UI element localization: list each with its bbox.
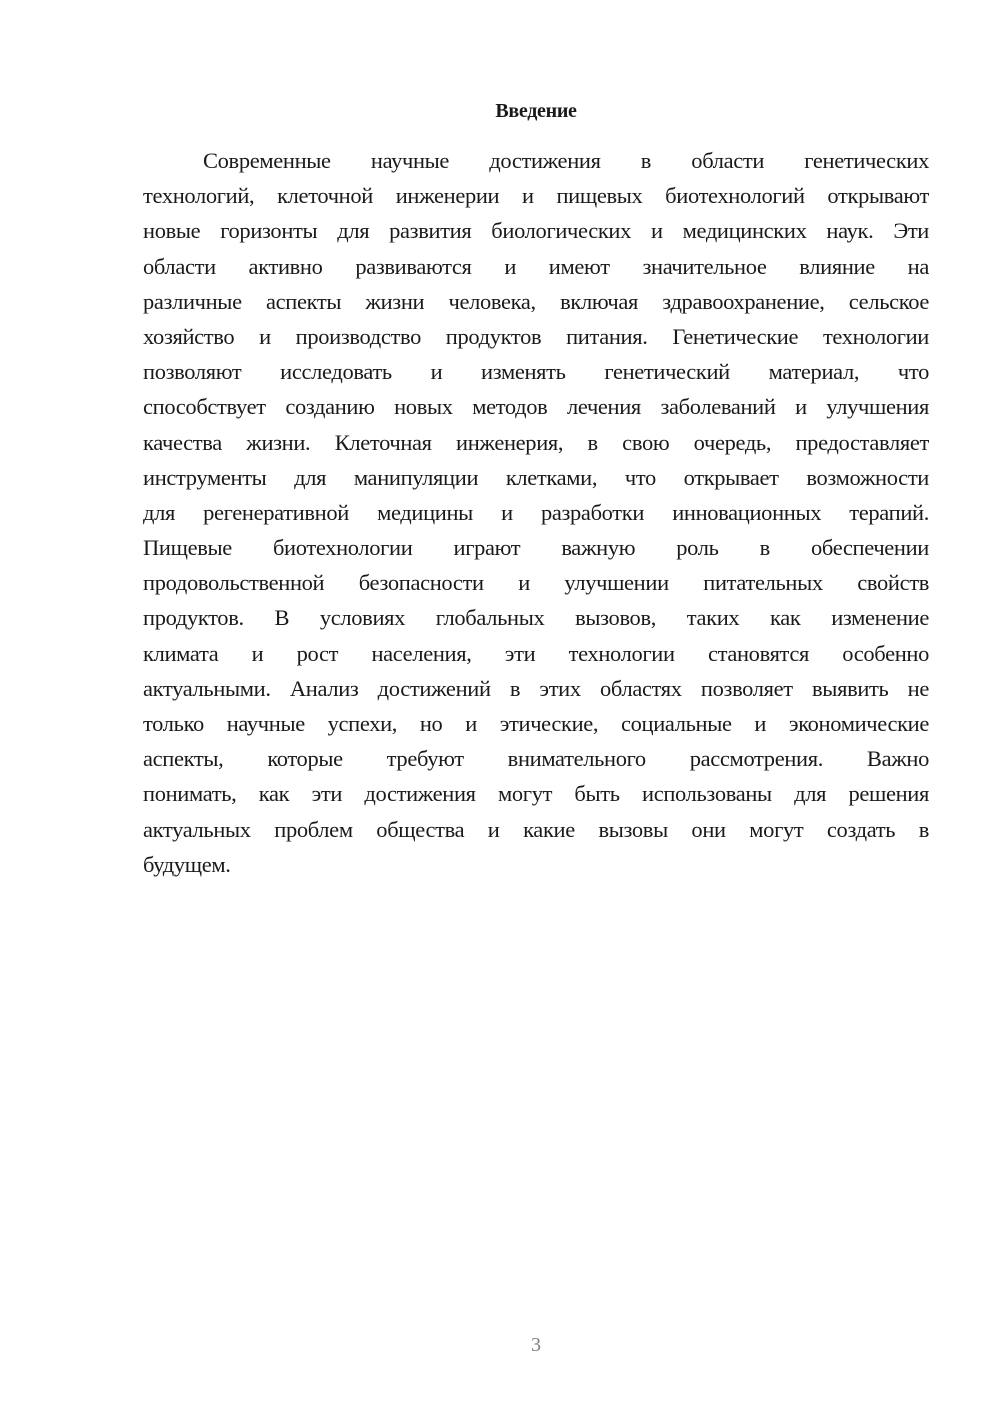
paragraph-line: будущем. <box>143 851 231 877</box>
paragraph-line: новые горизонты для развития биологических и медицинских наук. Эти <box>143 218 929 244</box>
paragraph-line: для регенеративной медицины и разработки инновационных терапий. <box>143 499 929 525</box>
paragraph-line: климата и рост населения, эти технологии становятся особенно <box>143 640 929 666</box>
paragraph-line: только научные успехи, но и этические, социальные и экономические <box>143 711 929 736</box>
paragraph-line: аспекты, которые требуют внимательного рассмотрения. Важно <box>143 746 929 772</box>
paragraph-line: позволяют исследовать и изменять генетический материал, что <box>143 359 929 385</box>
paragraph-line: актуальными. Анализ достижений в этих областях позволяет выявить не <box>143 675 929 701</box>
paragraph-line: продуктов. В условиях глобальных вызовов, таких как изменение <box>143 605 929 631</box>
paragraph-line: области активно развиваются и имеют значительное влияние на <box>143 253 929 279</box>
paragraph-line: качества жизни. Клеточная инженерия, в свою очередь, предоставляет <box>143 429 929 455</box>
paragraph-line: технологий, клеточной инженерии и пищевых биотехнологий открывают <box>143 183 929 209</box>
paragraph-line: продовольственной безопасности и улучшении питательных свойств <box>143 570 929 596</box>
paragraph-line: хозяйство и производство продуктов питания. Генетические технологии <box>143 323 929 349</box>
section-heading: Введение <box>495 100 577 122</box>
paragraph-line: актуальных проблем общества и какие вызовы они могут создать в <box>143 816 929 842</box>
paragraph-line: Современные научные достижения в области генетических <box>203 148 929 173</box>
paragraph-line: инструменты для манипуляции клетками, что открывает возможности <box>143 464 929 490</box>
paragraph-line: понимать, как эти достижения могут быть использованы для решения <box>143 781 929 807</box>
page-number: 3 <box>531 1334 541 1356</box>
paragraph-line: различные аспекты жизни человека, включая здравоохранение, сельское <box>143 288 929 314</box>
intro-paragraph <box>143 143 929 882</box>
paragraph-line: Пищевые биотехнологии играют важную роль в обеспечении <box>143 535 929 561</box>
paragraph-line: способствует созданию новых методов лечения заболеваний и улучшения <box>143 394 929 420</box>
